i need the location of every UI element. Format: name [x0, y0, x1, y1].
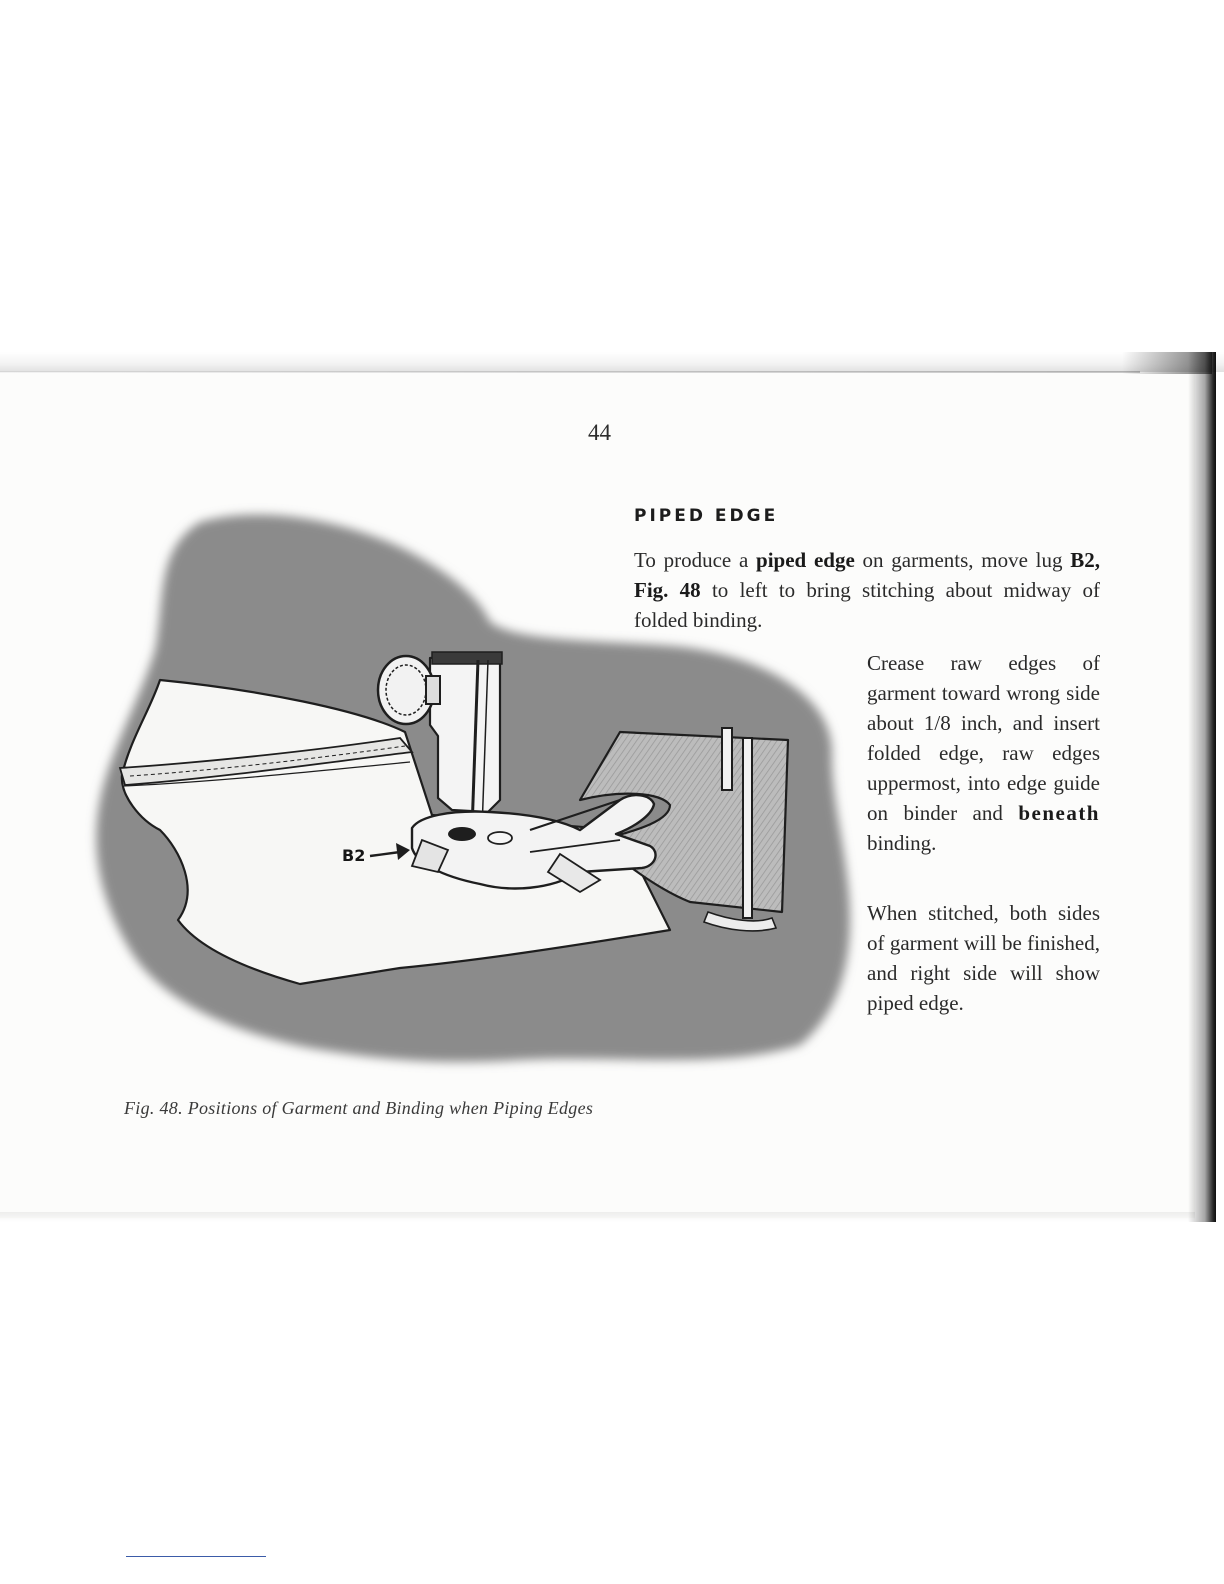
- figure-caption: Fig. 48. Positions of Garment and Binding when Piping Edges: [124, 1098, 594, 1118]
- scan-top-edge: [0, 352, 1224, 372]
- figure-label-b2: B2: [342, 846, 366, 865]
- intro-bold-figure-ref: B2, Fig. 48: [634, 548, 1101, 602]
- section-heading: PIPED EDGE: [634, 506, 779, 526]
- figure-48-illustration: [60, 500, 880, 1080]
- intro-text-3: to left to bring stitching about midway of folded binding.: [634, 578, 1100, 632]
- crease-text-1: Crease raw edges of garment toward wrong side about 1/8 inch, and insert folded edge, raw edges uppermost, into edge guide on binder and: [867, 651, 1100, 825]
- guide-post: [722, 728, 732, 790]
- crease-bold-beneath: beneath: [1018, 801, 1100, 825]
- result-paragraph: When stitched, both sides of garment will be finished, and right side will show piped edge.: [867, 901, 1100, 1015]
- binder-foot-with-garment-and-binding-icon: [60, 500, 880, 1080]
- crease-text-2: binding.: [867, 831, 937, 855]
- intro-text-2: on garments, move lug: [854, 548, 1071, 572]
- scan-right-edge: [1188, 352, 1216, 1222]
- intro-text-1: To produce a: [634, 548, 757, 572]
- footnote-rule: [126, 1556, 266, 1557]
- scan-bottom-edge: [0, 1212, 1195, 1222]
- page-number: 44: [588, 420, 611, 445]
- intro-bold-piped-edge: piped edge: [756, 548, 855, 572]
- crease-paragraph: [867, 648, 1100, 858]
- scan-corner-shadow: [1122, 352, 1212, 374]
